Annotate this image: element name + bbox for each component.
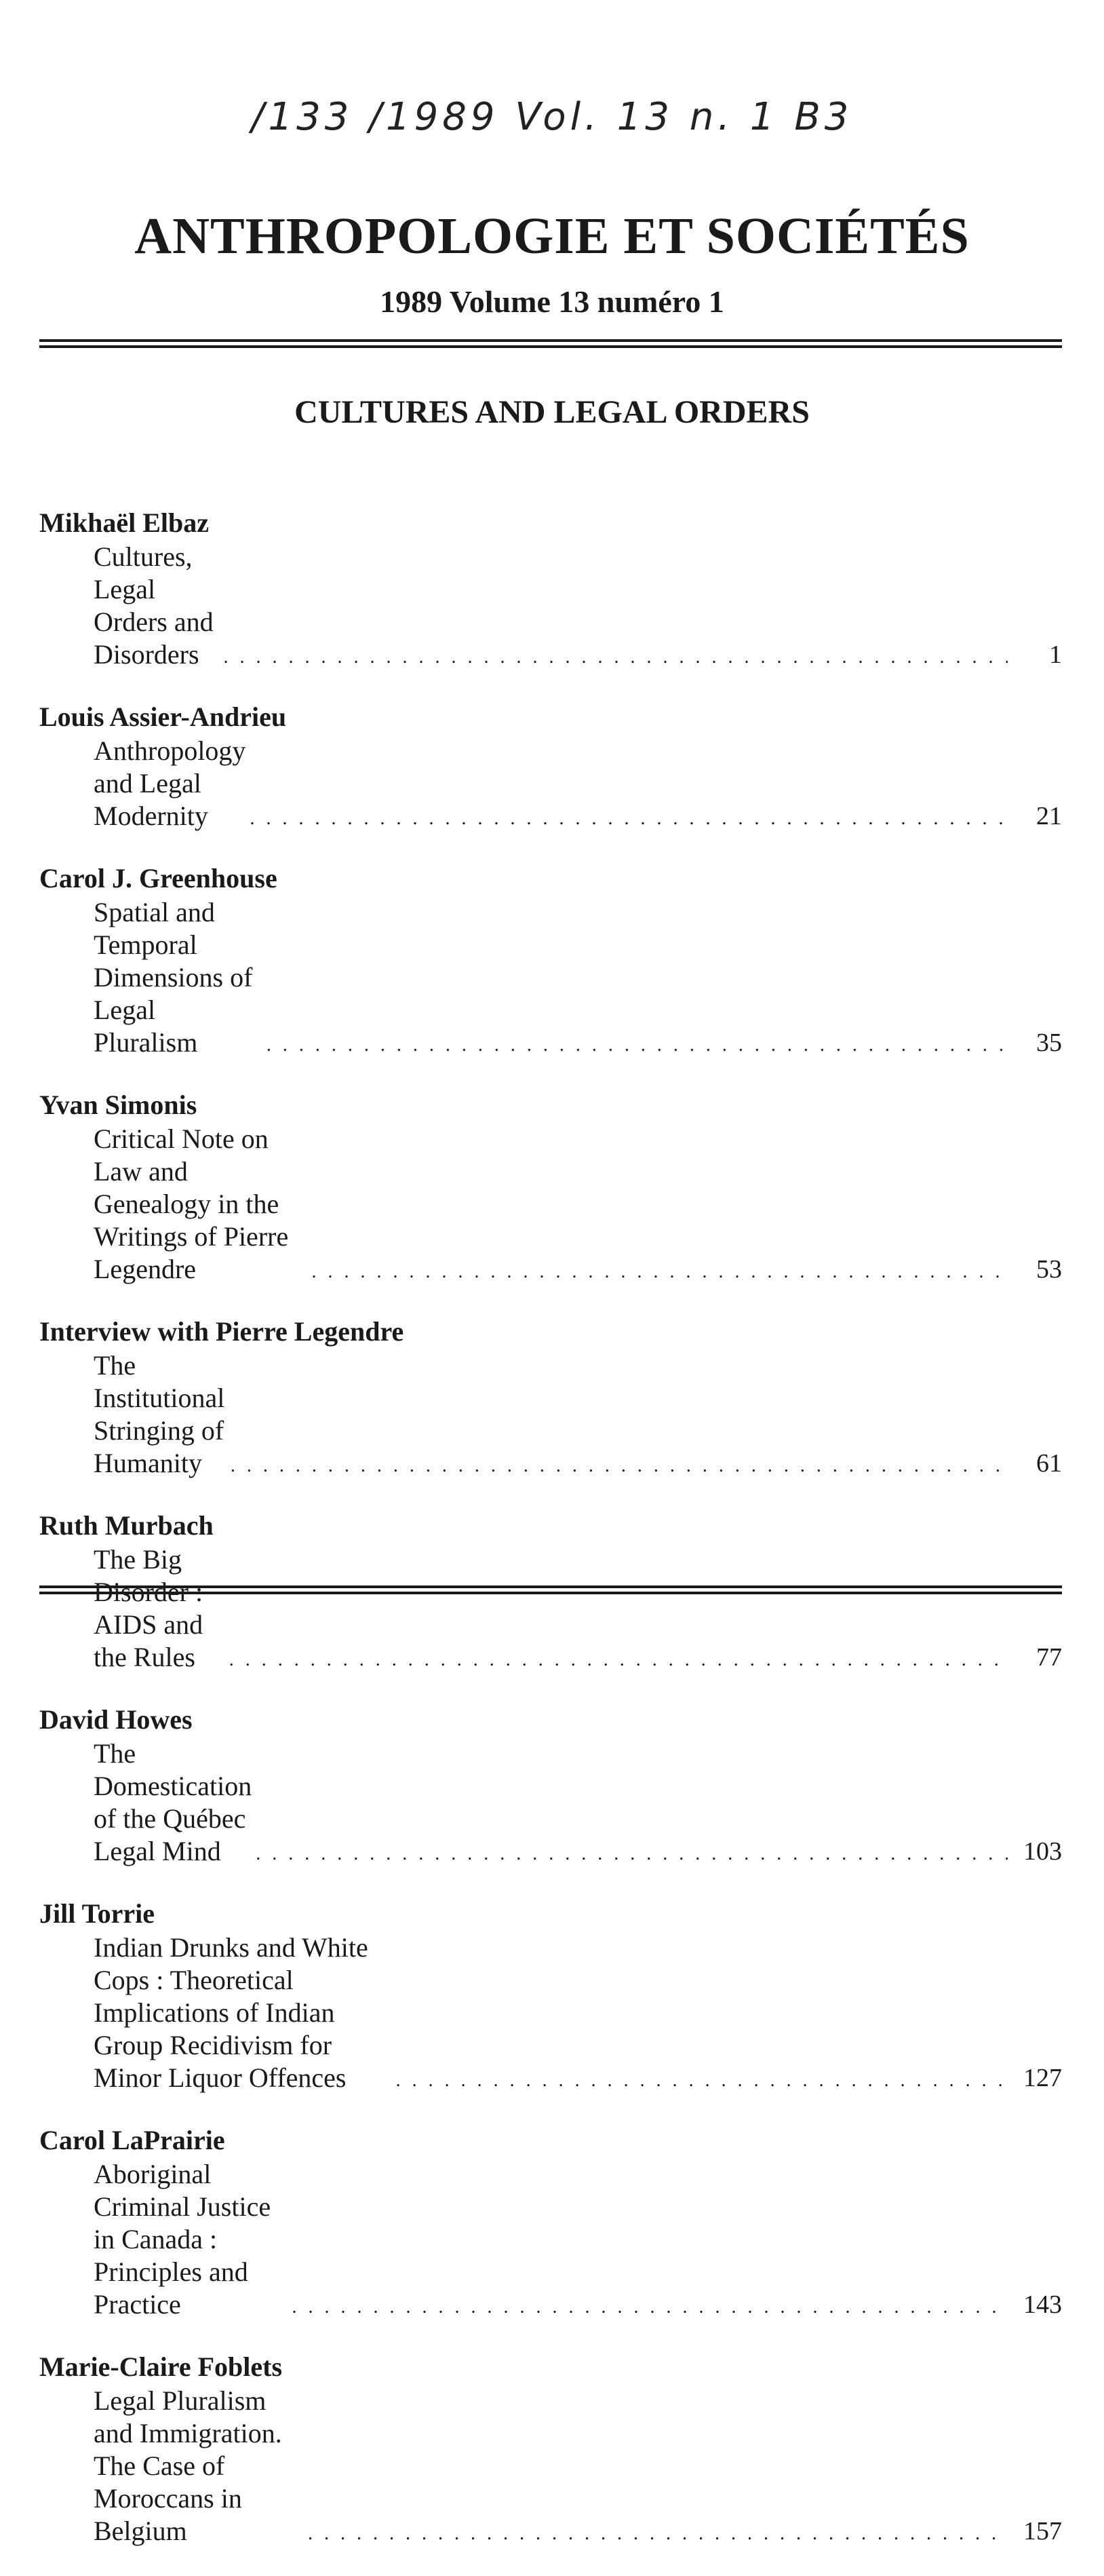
entry-author: David Howes <box>39 1704 193 1735</box>
entry-title: Legal Pluralism and Immigration. The Case of Moroccans in Belgium <box>94 2385 282 2546</box>
entry-author: Mikhaël Elbaz <box>39 507 210 538</box>
toc-entry <box>39 699 1062 832</box>
toc-entry <box>39 2123 1062 2321</box>
entry-title-row <box>39 2158 1062 2321</box>
dot-leader <box>292 2298 1008 2317</box>
dot-leader <box>312 1263 1008 1282</box>
entry-title-row <box>39 1737 1062 1868</box>
entry-title: The Institutional Stringing of Humanity <box>94 1350 225 1478</box>
issue-theme: CULTURES AND LEGAL ORDERS <box>294 394 810 430</box>
issue-line: 1989 Volume 13 numéro 1 <box>380 284 724 319</box>
dot-leader <box>267 1036 1008 1055</box>
toc-entry <box>39 1896 1062 2094</box>
entry-author: Interview with Pierre Legendre <box>39 1316 404 1347</box>
entry-page-number: 1 <box>1049 640 1062 669</box>
entry-page-number: 53 <box>1036 1255 1062 1284</box>
dot-leader <box>308 2524 1008 2543</box>
entry-author: Yvan Simonis <box>39 1090 197 1120</box>
entry-title: Indian Drunks and White Cops : Theoretical Implications of Indian Group Recidivism for Minor Liquor Offences <box>94 1932 368 2093</box>
entry-author: Marie-Claire Foblets <box>39 2351 283 2382</box>
entry-page-number: 127 <box>1023 2064 1062 2092</box>
entry-title: Critical Note on Law and Genealogy in the Writings of Pierre Legendre <box>94 1123 289 1284</box>
entry-author: Carol J. Greenhouse <box>39 863 277 893</box>
entry-author: Ruth Murbach <box>39 1510 214 1541</box>
entry-page-number: 35 <box>1036 1029 1062 1057</box>
top-double-rule <box>39 339 1062 348</box>
entry-title-row <box>39 1349 1062 1480</box>
handwritten-annotation: ∕133 ∕1989 Vol. 13 n. 1 B3 <box>251 95 853 139</box>
dot-leader <box>250 809 1008 828</box>
toc-entry <box>39 2349 1062 2548</box>
toc-entry <box>39 861 1062 1059</box>
entry-title-row <box>39 1543 1062 1674</box>
dot-leader <box>229 1651 1008 1670</box>
entry-title-row <box>39 1123 1062 1286</box>
toc-entry <box>39 1702 1062 1868</box>
entry-title: Spatial and Temporal Dimensions of Legal Pluralism <box>94 897 253 1058</box>
entry-author: Carol LaPrairie <box>39 2125 225 2155</box>
entry-title-row <box>39 735 1062 832</box>
table-of-contents <box>39 505 1062 2576</box>
entry-page-number: 21 <box>1036 802 1062 830</box>
entry-page-number: 157 <box>1023 2517 1062 2545</box>
journal-title: ANTHROPOLOGIE ET SOCIÉTÉS <box>134 208 970 265</box>
entry-title: Cultures, Legal Orders and Disorders <box>94 541 214 670</box>
entry-page-number: 103 <box>1023 1837 1062 1866</box>
dot-leader <box>396 2071 1008 2090</box>
entry-title: The Domestication of the Québec Legal Mind <box>94 1738 252 1866</box>
entry-title: Anthropology and Legal Modernity <box>94 735 246 831</box>
toc-entry <box>39 1314 1062 1480</box>
entry-title: Aboriginal Criminal Justice in Canada : Principles and Practice <box>94 2159 271 2320</box>
bottom-double-rule <box>39 1585 1062 1594</box>
dot-leader <box>231 1457 1008 1476</box>
dot-leader <box>224 648 1008 667</box>
entry-author: Louis Assier-Andrieu <box>39 701 287 732</box>
entry-title-row <box>39 896 1062 1059</box>
entry-author: Jill Torrie <box>39 1898 155 1929</box>
entry-page-number: 61 <box>1036 1449 1062 1478</box>
entry-title-row <box>39 2385 1062 2548</box>
toc-entry <box>39 505 1062 671</box>
dot-leader <box>256 1845 1008 1864</box>
entry-page-number: 143 <box>1023 2290 1062 2319</box>
toc-entry <box>39 1088 1062 1286</box>
entry-title-row <box>39 541 1062 671</box>
entry-page-number: 77 <box>1036 1643 1062 1672</box>
entry-title-row <box>39 1931 1062 2094</box>
entry-title: The Big Disorder : AIDS and the Rules <box>94 1544 203 1672</box>
